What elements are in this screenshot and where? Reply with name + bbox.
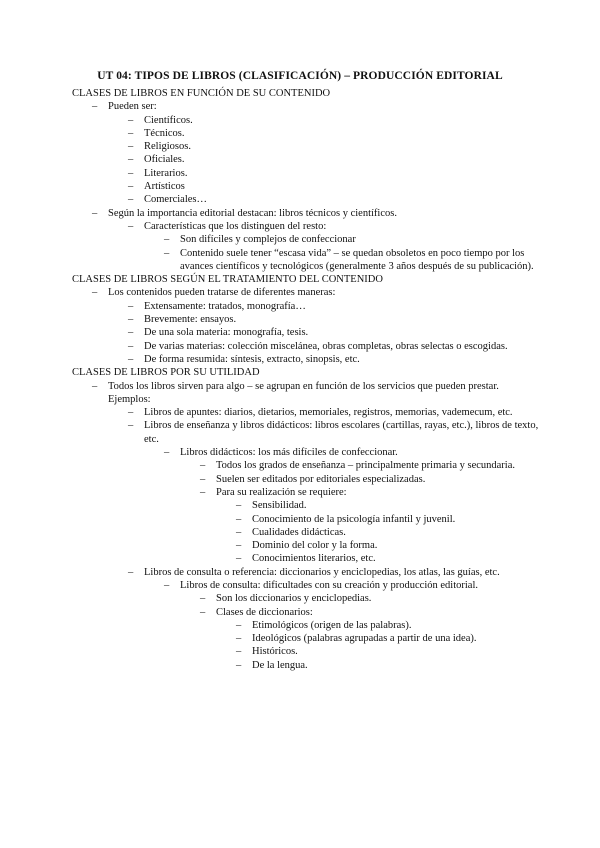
bullet-dash: – <box>164 447 170 459</box>
bullet-dash: – <box>128 566 134 578</box>
bullet-dash: – <box>128 141 134 153</box>
bullet-dash: – <box>128 220 134 232</box>
document-title: UT 04: TIPOS DE LIBROS (CLASIFICACIÓN) – PRODUCCIÓN EDITORIAL <box>97 70 503 82</box>
list-item-text: Son los diccionarios y enciclopedias. <box>216 593 372 605</box>
list-item-text: Todos los libros sirven para algo – se agrupan en función de los servicios que pueden prestar. Ejemplos: <box>108 380 499 405</box>
list-item <box>72 100 542 113</box>
list-item-text: Artísticos <box>144 181 185 193</box>
list-item <box>72 566 542 579</box>
list-item-text: Conocimiento de la psicología infantil y juvenil. <box>252 513 456 525</box>
bullet-dash: – <box>128 407 134 419</box>
bullet-dash: – <box>200 606 206 618</box>
list-item <box>72 193 542 206</box>
list-item <box>72 592 542 605</box>
list-item <box>72 499 542 512</box>
bullet-dash: – <box>200 473 206 485</box>
list-item-text: Según la importancia editorial destacan: libros técnicos y científicos. <box>108 207 397 219</box>
bullet-dash: – <box>128 340 134 352</box>
list-item <box>72 632 542 645</box>
list-item <box>72 233 542 246</box>
list-item-text: Oficiales. <box>144 154 185 166</box>
list-item-text: Contenido suele tener “escasa vida” – se quedan obsoletos en poco tiempo por los avances científicos y tecnológicos (generalmente 3 años después de su publicación). <box>180 247 534 272</box>
list-item-text: Extensamente: tratados, monografía… <box>144 300 306 312</box>
bullet-dash: – <box>236 500 242 512</box>
list-item <box>72 167 542 180</box>
list-item <box>72 300 542 313</box>
section-heading: CLASES DE LIBROS EN FUNCIÓN DE SU CONTENIDO <box>72 88 331 99</box>
list-item-text: Brevemente: ensayos. <box>144 314 237 326</box>
bullet-dash: – <box>200 486 206 498</box>
list-item-text: Pueden ser: <box>108 101 157 113</box>
list-item-text: Para su realización se requiere: <box>216 486 347 498</box>
list-item <box>72 659 542 672</box>
list-item <box>72 645 542 658</box>
list-item-text: De una sola materia: monografía, tesis. <box>144 327 309 339</box>
list-item <box>72 406 542 419</box>
list-item <box>72 326 542 339</box>
list-item <box>72 539 542 552</box>
list-item-text: Libros de enseñanza y libros didácticos: libros escolares (cartillas, rayas, etc.), libros de texto, etc. <box>144 420 539 445</box>
list-item-text: Técnicos. <box>144 127 185 139</box>
list-item-text: Los contenidos pueden tratarse de diferentes maneras: <box>108 287 336 299</box>
list-item-text: Libros de consulta: dificultades con su creación y producción editorial. <box>180 579 478 591</box>
list-item-text: Características que los distinguen del resto: <box>144 220 327 232</box>
list-item-text: De la lengua. <box>252 659 308 671</box>
bullet-dash: – <box>128 127 134 139</box>
bullet-dash: – <box>236 540 242 552</box>
list-item <box>72 459 542 472</box>
list-item-text: Libros de consulta o referencia: diccionarios y enciclopedias, los atlas, las guías, etc. <box>144 566 500 578</box>
list-item <box>72 207 542 220</box>
list-item-text: Son difíciles y complejos de confeccionar <box>180 234 356 246</box>
bullet-dash: – <box>128 420 134 432</box>
list-item <box>72 579 542 592</box>
bullet-dash: – <box>236 619 242 631</box>
list-item <box>72 220 542 233</box>
bullet-dash: – <box>92 380 98 392</box>
list-item <box>72 446 542 459</box>
bullet-dash: – <box>236 526 242 538</box>
list-item <box>72 552 542 565</box>
bullet-dash: – <box>128 167 134 179</box>
list-item-text: Suelen ser editados por editoriales especializadas. <box>216 473 426 485</box>
list-item-text: Libros de apuntes: diarios, dietarios, memoriales, registros, memorias, vademecum, etc. <box>144 407 513 419</box>
bullet-dash: – <box>128 353 134 365</box>
list-item-text: Científicos. <box>144 114 193 126</box>
list-item <box>72 526 542 539</box>
bullet-dash: – <box>128 181 134 193</box>
list-item <box>72 619 542 632</box>
list-item-text: Comerciales… <box>144 194 207 206</box>
list-item <box>72 606 542 619</box>
list-item-text: Históricos. <box>252 646 298 658</box>
bullet-dash: – <box>128 314 134 326</box>
list-item <box>72 380 542 407</box>
bullet-dash: – <box>128 300 134 312</box>
list-item-text: De forma resumida: síntesis, extracto, sinopsis, etc. <box>144 353 360 365</box>
section-heading: CLASES DE LIBROS POR SU UTILIDAD <box>72 367 260 379</box>
list-item-text: Conocimientos literarios, etc. <box>252 553 376 565</box>
list-item-text: Etimológicos (origen de las palabras). <box>252 619 412 631</box>
bullet-dash: – <box>200 460 206 472</box>
list-item-text: Libros didácticos: los más difíciles de confeccionar. <box>180 447 398 459</box>
bullet-dash: – <box>128 154 134 166</box>
list-item <box>72 419 542 446</box>
list-item <box>72 340 542 353</box>
bullet-dash: – <box>92 287 98 299</box>
list-item-text: Cualidades didácticas. <box>252 526 346 538</box>
bullet-dash: – <box>236 513 242 525</box>
list-item <box>72 247 542 274</box>
list-item-text: Dominio del color y la forma. <box>252 540 378 552</box>
list-item <box>72 153 542 166</box>
document-body <box>72 87 542 672</box>
list-item-text: Ideológicos (palabras agrupadas a partir de una idea). <box>252 633 477 645</box>
list-item-text: Clases de diccionarios: <box>216 606 313 618</box>
list-item <box>72 114 542 127</box>
section-heading: CLASES DE LIBROS SEGÚN EL TRATAMIENTO DEL CONTENIDO <box>72 274 383 286</box>
list-item <box>72 127 542 140</box>
bullet-dash: – <box>128 327 134 339</box>
bullet-dash: – <box>164 579 170 591</box>
list-item-text: Sensibilidad. <box>252 500 307 512</box>
bullet-dash: – <box>92 207 98 219</box>
bullet-dash: – <box>236 633 242 645</box>
bullet-dash: – <box>200 593 206 605</box>
list-item <box>72 353 542 366</box>
list-item-text: Todos los grados de enseñanza – principalmente primaria y secundaria. <box>216 460 515 472</box>
list-item <box>72 180 542 193</box>
bullet-dash: – <box>236 659 242 671</box>
list-item-text: Literarios. <box>144 167 188 179</box>
bullet-dash: – <box>128 114 134 126</box>
list-item-text: De varias materias: colección miscelánea, obras completas, obras selectas o escogidas. <box>144 340 508 352</box>
bullet-dash: – <box>92 101 98 113</box>
bullet-dash: – <box>164 234 170 246</box>
bullet-dash: – <box>236 646 242 658</box>
list-item <box>72 513 542 526</box>
list-item <box>72 486 542 499</box>
bullet-dash: – <box>128 194 134 206</box>
list-item <box>72 473 542 486</box>
bullet-dash: – <box>236 553 242 565</box>
list-item-text: Religiosos. <box>144 141 191 153</box>
bullet-dash: – <box>164 247 170 259</box>
list-item <box>72 140 542 153</box>
list-item <box>72 286 542 299</box>
list-item <box>72 313 542 326</box>
